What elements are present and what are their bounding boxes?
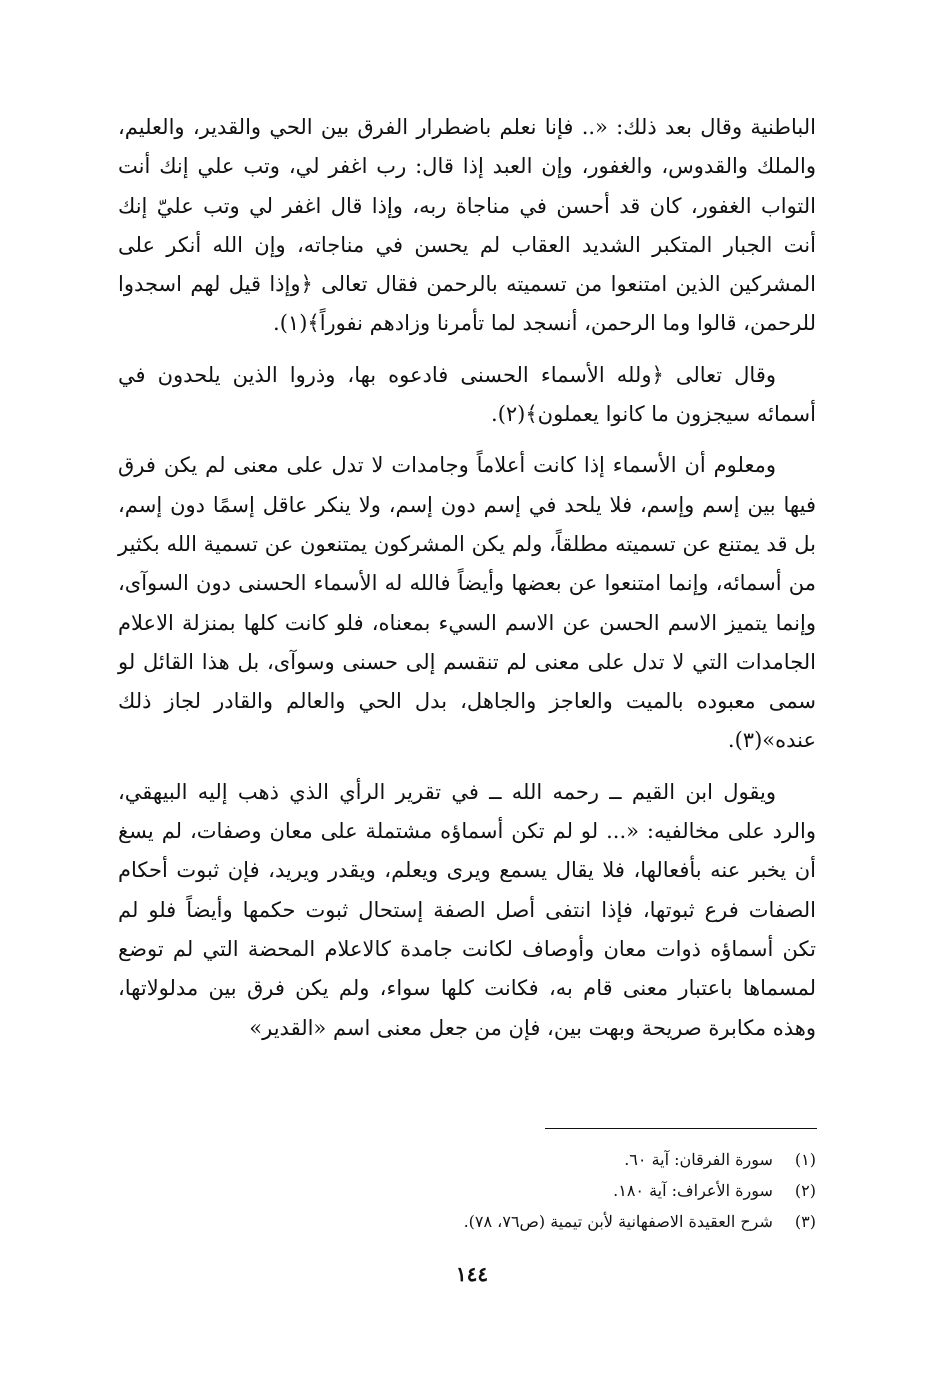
footnote-1	[380, 1144, 816, 1175]
paragraph-4: ويقول ابن القيم ــ رحمه الله ــ في تقرير الرأي الذي ذهب إليه البيهقي، والرد على مخالفيه: «... لو لم تكن أسماؤه مشتملة على معان وصفات، لم يسغ أن يخبر عنه بأفعالها، فلا يقال يسمع ويرى ويعلم، ويقدر ويريد، فإن ثبوت أحكام الصفات فرع ثبوتها، فإذا انتفى أصل الصفة إستحال ثبوت حكمها وأيضاً فلو لم تكن أسماؤه ذوات معان وأوصاف لكانت جامدة كالاعلام المحضة التي لم توضع لمسماها باعتبار معنى قام به، فكانت كلها سواء، ولم يكن فرق بين مدلولاتها، وهذه مكابرة صريحة وبهت بين، فإن من جعل معنى اسم «القدير»	[118, 779, 816, 1040]
footnote-text: سورة الفرقان: آية ٦٠.	[624, 1150, 773, 1169]
footnote-number: (٢)	[794, 1181, 816, 1200]
footnote-2	[380, 1175, 816, 1206]
paragraph-1: الباطنية وقال بعد ذلك: «.. فإنا نعلم باضطرار الفرق بين الحي والقدير، والعليم، والملك والقدوس، والغفور، وإن العبد إذا قال: رب اغفر لي، وتب علي إنك أنت التواب الغفور، كان قد أحسن في مناجاة ربه، وإذا قال اغفر لي وتب عليّ إنك أنت الجبار المتكبر الشديد العقاب لم يحسن في مناجاته، وإن الله أنكر على المشركين الذين امتنعوا من تسميته بالرحمن فقال تعالى ﴿وإذا قيل لهم اسجدوا للرحمن، قالوا وما الرحمن، أنسجد لما تأمرنا وزادهم نفوراً﴾(١).	[118, 115, 816, 336]
paragraph-3: ومعلوم أن الأسماء إذا كانت أعلاماً وجامدات لا تدل على معنى لم يكن فرق فيها بين إسم وإسم، فلا يلحد في إسم دون إسم، ولا ينكر عاقل إسمًا دون إسم، بل قد يمتنع عن تسميته مطلقاً، ولم يكن المشركون يمتنعون عن تسمية الله بكثير من أسمائه، وإنما امتنعوا عن بعضها وأيضاً فالله له الأسماء الحسنى دون السوآى، وإنما يتميز الاسم الحسن عن الاسم السيء بمعناه، فلو كانت كلها بمنزلة الاعلام الجامدات التي لا تدل على معنى لم تنقسم إلى حسنى وسوآى، بل هذا القائل لو سمى معبوده بالميت والعاجز والجاهل، بدل الحي والعالم والقادر لجاز ذلك عنده»(٣).	[118, 453, 816, 753]
page-number: ١٤٤	[455, 1262, 489, 1286]
footnote-text: سورة الأعراف: آية ١٨٠.	[613, 1181, 773, 1200]
footnote-text: شرح العقيدة الاصفهانية لأبن تيمية (ص٧٦، ٧٨).	[463, 1212, 773, 1231]
footnote-number: (٣)	[794, 1212, 816, 1231]
paragraph-2: وقال تعالى ﴿ولله الأسماء الحسنى فادعوه بها، وذروا الذين يلحدون في أسمائه سيجزون ما كانوا يعملون﴾(٢).	[118, 362, 816, 427]
main-text	[118, 108, 816, 1060]
footnote-3	[380, 1206, 816, 1237]
footnote-number: (١)	[794, 1150, 816, 1169]
footnotes	[380, 1144, 816, 1237]
footnote-separator	[545, 1128, 817, 1129]
